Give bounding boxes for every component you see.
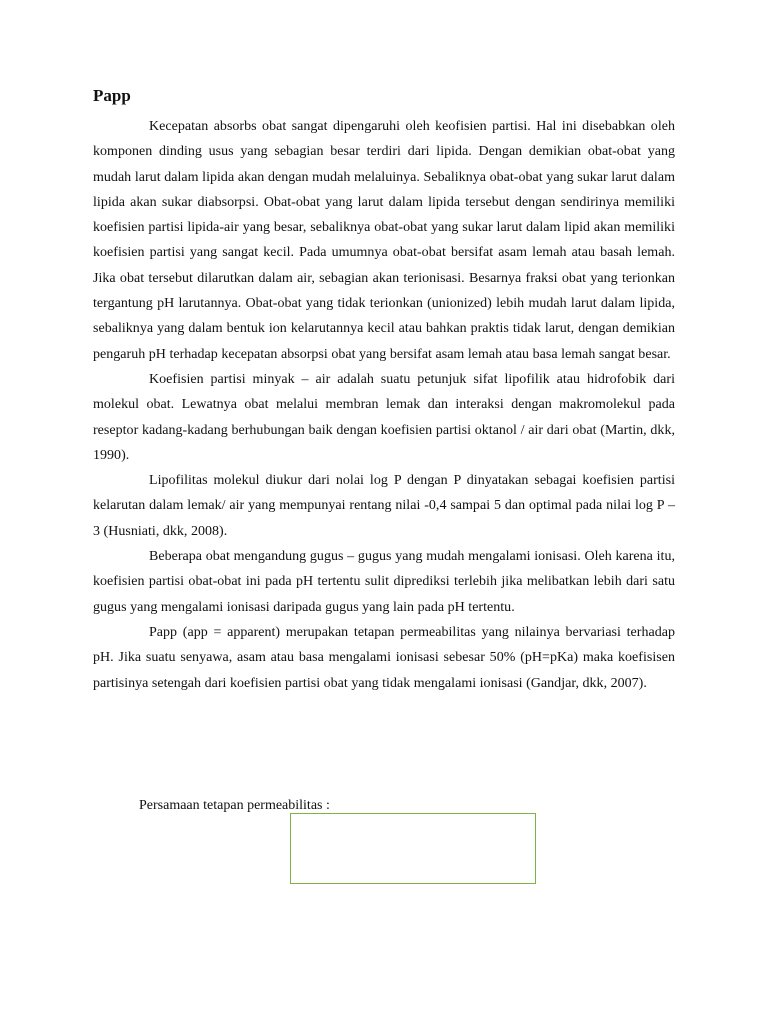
body-text [93, 114, 675, 696]
paragraph-5: Papp (app = apparent) merupakan tetapan permeabilitas yang nilainya bervariasi terhadap pH. Jika suatu senyawa, asam atau basa mengalami ionisasi sebesar 50% (pH=pKa) maka koefisisen partisinya setengah dari koefisien partisi obat yang tidak mengalami ionisasi (Gandjar, dkk, 2007). [93, 624, 675, 691]
equation-lead-text: Persamaan tetapan permeabilitas : [139, 798, 330, 813]
paragraph-1: Kecepatan absorbs obat sangat dipengaruhi oleh keofisien partisi. Hal ini disebabkan oleh komponen dinding usus yang sebagian besar terdiri dari lipida. Dengan demikian obat-obat yang mudah larut dalam lipida akan dengan mudah melaluinya. Sebaliknya obat-obat yang sukar larut dalam lipida akan sukar diabsorpsi. Obat-obat yang larut dalam lipida tersebut dengan sendirinya memiliki koefisien partisi lipida-air yang besar, sebaliknya obat-obat yang sukar larut dalam lipid akan memiliki koefisien partisi yang sangat kecil. Pada umumnya obat-obat bersifat asam lemah atau basah lemah. Jika obat tersebut dilarutkan dalam air, sebagian akan terionisasi. Besarnya fraksi obat yang terionkan tergantung pH larutannya. Obat-obat yang tidak terionkan (unionized) lebih mudah larut dalam lipida, sebaliknya yang dalam bentuk ion kelarutannya kecil atau bahkan praktis tidak larut, dengan demikian pengaruh pH terhadap kecepatan absorpsi obat yang bersifat asam lemah atau basa lemah sangat besar. [93, 119, 675, 362]
section-heading: Papp [93, 86, 131, 105]
equation-placeholder-box [290, 813, 536, 884]
paragraph-4: Beberapa obat mengandung gugus – gugus yang mudah mengalami ionisasi. Oleh karena itu, koefisien partisi obat-obat ini pada pH tertentu sulit diprediksi terlebih jika melibatkan lebih dari satu gugus yang mengalami ionisasi daripada gugus yang lain pada pH tertentu. [93, 549, 675, 615]
paragraph-3: Lipofilitas molekul diukur dari nolai log P dengan P dinyatakan sebagai koefisien partisi kelarutan dalam lemak/ air yang mempunyai rentang nilai -0,4 sampai 5 dan optimal pada nilai log P – 3 (Husniati, dkk, 2008). [93, 473, 675, 539]
paragraph-2: Koefisien partisi minyak – air adalah suatu petunjuk sifat lipofilik atau hidrofobik dari molekul obat. Lewatnya obat melalui membran lemak dan interaksi dengan makromolekul pada reseptor kadang-kadang berhubungan baik dengan koefisien partisi oktanol / air dari obat (Martin, dkk, 1990). [93, 371, 675, 463]
